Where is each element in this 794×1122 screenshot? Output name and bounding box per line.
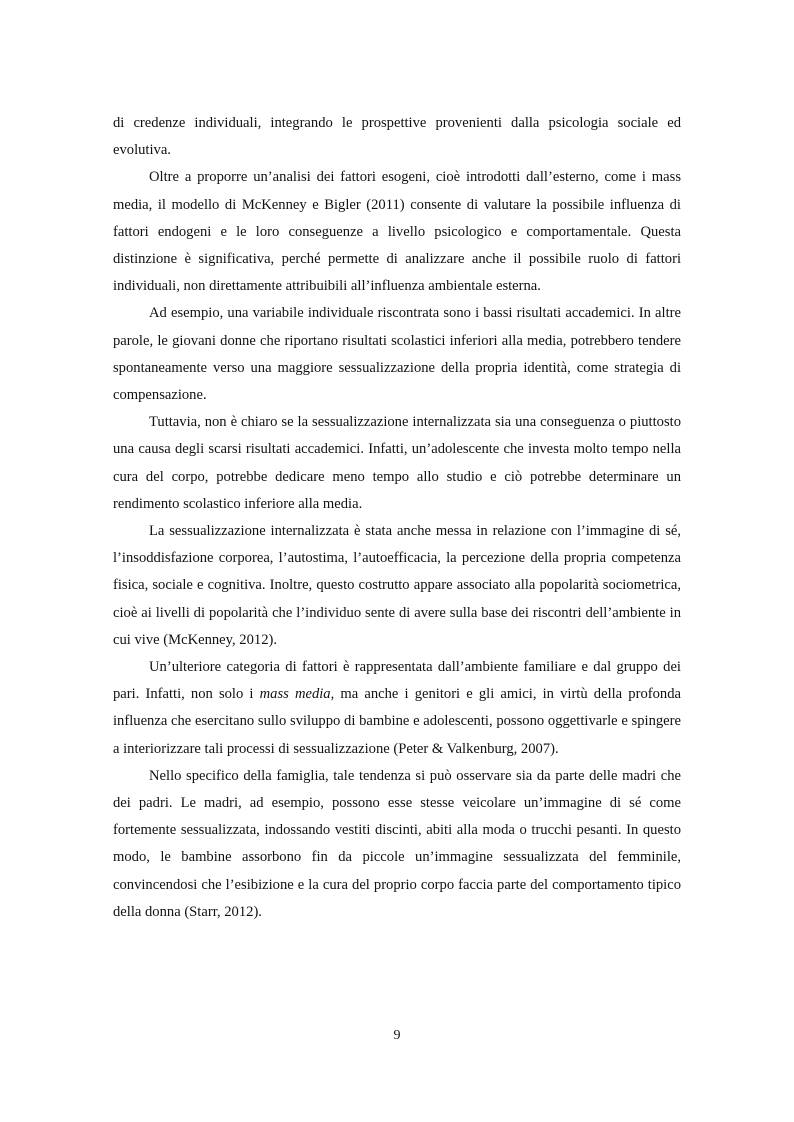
paragraph-self-image: La sessualizzazione internalizzata è stata anche messa in relazione con l’immagine di sé, l’insoddisfazione corporea, l’autostima, l’autoefficacia, la percezione della propria competenza fisica, sociale e cognitiva. Inoltre, questo costrutto appare associato alla popolarità sociometrica, cioè ai livelli di popolarità che l’individuo sente di avere sulla base dei riscontri dell’ambiente in cui vive (McKenney, 2012). <box>113 523 681 648</box>
page-number: 9 <box>393 1028 401 1043</box>
paragraph-continuation: di credenze individuali, integrando le prospettive provenienti dalla psicologia sociale ed evolutiva. <box>113 115 681 159</box>
paragraph-exogenous-factors: Oltre a proporre un’analisi dei fattori esogeni, cioè introdotti dall’esterno, come i mass media, il modello di McKenney e Bigler (2011) consente di valutare la possibile influenza di fattori endogeni e le loro conseguenze a livello psicologico e comportamentale. Questa distinzione è significativa, perché permette di analizzare anche il possibile ruolo di fattori individuali, non direttamente attribuibili all’influenza ambientale esterna. <box>113 169 681 295</box>
paragraph-cause-or-consequence: Tuttavia, non è chiaro se la sessualizzazione internalizzata sia una conseguenza o piuttosto una causa degli scarsi risultati accademici. Infatti, un’adolescente che investa molto tempo nella cura del corpo, potrebbe dedicare meno tempo allo studio e ciò potrebbe determinare un rendimento scolastico inferiore alla media. <box>113 414 681 512</box>
emphasis-mass-media: mass media <box>259 686 331 703</box>
paragraph-text-after: , ma anche i genitori e gli amici, in virtù della profonda influenza che esercitano sullo sviluppo di bambine e adolescenti, possono oggettivarle e spingere a interiorizzare tali processi di sessualizzazione (Peter & Valkenburg, 2007). <box>113 686 681 757</box>
paragraph-family-specifics: Nello specifico della famiglia, tale tendenza si può osservare sia da parte delle madri che dei padri. Le madri, ad esempio, possono esse stesse veicolare un’immagine di sé come fortemente sessualizzata, indossando vestiti discinti, abiti alla moda o trucchi pesanti. In questo modo, le bambine assorbono fin da piccole un’immagine sessualizzata del femminile, convincendosi che l’esibizione e la cura del proprio corpo faccia parte del comportamento tipico della donna (Starr, 2012). <box>113 767 681 920</box>
paragraph-academic-results: Ad esempio, una variabile individuale riscontrata sono i bassi risultati accademici. In altre parole, le giovani donne che riportano risultati scolastici inferiori alla media, potrebbero tendere spontaneamente verso una maggiore sessualizzazione della propria identità, come strategia di compensazione. <box>113 305 681 404</box>
paragraph-family-and-peers <box>113 654 681 763</box>
paragraph-text-before: Un’ulteriore categoria di fattori è rappresentata dall’ambiente familiare e dal gruppo dei pari. Infatti, non solo i <box>113 659 681 703</box>
document-body <box>113 110 681 926</box>
